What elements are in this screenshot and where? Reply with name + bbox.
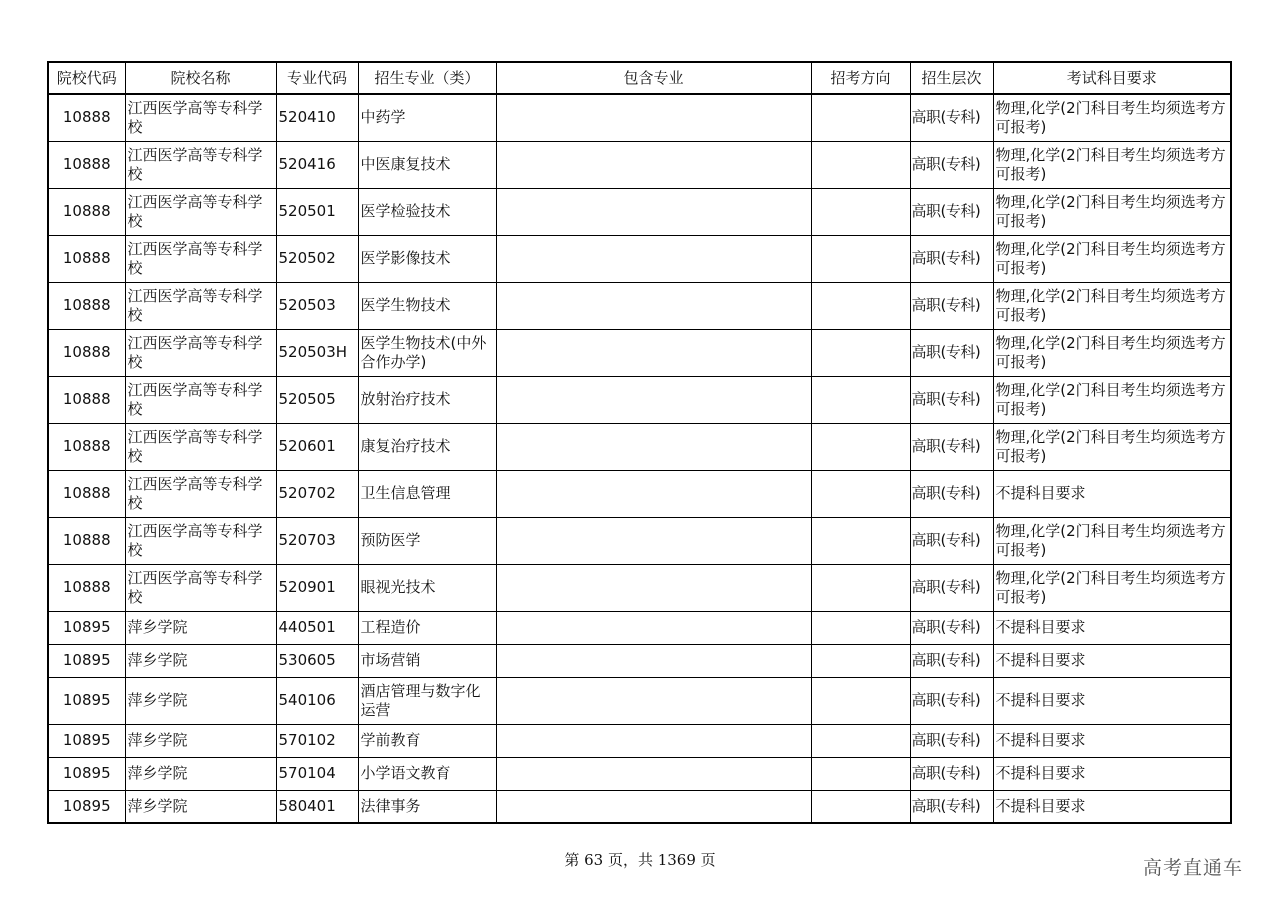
- cell-major-code: 570104: [276, 757, 358, 790]
- cell-school-code: 10895: [48, 677, 125, 724]
- table-row: [48, 470, 1231, 517]
- cell-included-majors: [496, 790, 811, 823]
- cell-major-code: 570102: [276, 724, 358, 757]
- cell-included-majors: [496, 188, 811, 235]
- cell-requirement: 物理,化学(2门科目考生均须选考方可报考): [993, 282, 1231, 329]
- header-requirement: 考试科目要求: [993, 62, 1231, 94]
- header-level: 招生层次: [910, 62, 993, 94]
- cell-level: 高职(专科): [910, 644, 993, 677]
- table-row: [48, 423, 1231, 470]
- header-row: [48, 62, 1231, 94]
- cell-major: 法律事务: [358, 790, 496, 823]
- cell-major-code: 520703: [276, 517, 358, 564]
- cell-school-code: 10888: [48, 517, 125, 564]
- cell-school-name: 江西医学高等专科学校: [125, 141, 276, 188]
- cell-requirement: 物理,化学(2门科目考生均须选考方可报考): [993, 329, 1231, 376]
- cell-major: 学前教育: [358, 724, 496, 757]
- cell-level: 高职(专科): [910, 611, 993, 644]
- cell-school-name: 江西医学高等专科学校: [125, 376, 276, 423]
- cell-included-majors: [496, 282, 811, 329]
- cell-major-code: 520901: [276, 564, 358, 611]
- table-row: [48, 790, 1231, 823]
- cell-requirement: 物理,化学(2门科目考生均须选考方可报考): [993, 94, 1231, 141]
- cell-requirement: 物理,化学(2门科目考生均须选考方可报考): [993, 235, 1231, 282]
- table-row: [48, 94, 1231, 141]
- cell-school-code: 10888: [48, 329, 125, 376]
- cell-included-majors: [496, 470, 811, 517]
- cell-major-code: 520502: [276, 235, 358, 282]
- table-row: [48, 611, 1231, 644]
- cell-school-code: 10895: [48, 611, 125, 644]
- cell-included-majors: [496, 757, 811, 790]
- cell-requirement: 不提科目要求: [993, 611, 1231, 644]
- table-row: [48, 188, 1231, 235]
- cell-direction: [811, 376, 910, 423]
- cell-direction: [811, 677, 910, 724]
- cell-included-majors: [496, 94, 811, 141]
- cell-direction: [811, 564, 910, 611]
- cell-major: 医学生物技术: [358, 282, 496, 329]
- cell-major: 预防医学: [358, 517, 496, 564]
- cell-school-name: 萍乡学院: [125, 644, 276, 677]
- cell-requirement: 不提科目要求: [993, 677, 1231, 724]
- table-row: [48, 376, 1231, 423]
- cell-school-name: 江西医学高等专科学校: [125, 329, 276, 376]
- header-included-majors: 包含专业: [496, 62, 811, 94]
- cell-school-code: 10895: [48, 790, 125, 823]
- cell-major: 医学生物技术(中外合作办学): [358, 329, 496, 376]
- table-row: [48, 564, 1231, 611]
- cell-major: 工程造价: [358, 611, 496, 644]
- cell-major-code: 520501: [276, 188, 358, 235]
- cell-requirement: 物理,化学(2门科目考生均须选考方可报考): [993, 517, 1231, 564]
- cell-requirement: 不提科目要求: [993, 724, 1231, 757]
- cell-school-code: 10888: [48, 188, 125, 235]
- cell-included-majors: [496, 329, 811, 376]
- cell-requirement: 不提科目要求: [993, 470, 1231, 517]
- cell-major-code: 520410: [276, 94, 358, 141]
- table-row: [48, 517, 1231, 564]
- cell-requirement: 物理,化学(2门科目考生均须选考方可报考): [993, 376, 1231, 423]
- admission-table: [47, 61, 1232, 824]
- header-major: 招生专业（类）: [358, 62, 496, 94]
- cell-requirement: 物理,化学(2门科目考生均须选考方可报考): [993, 188, 1231, 235]
- cell-included-majors: [496, 611, 811, 644]
- cell-included-majors: [496, 141, 811, 188]
- cell-requirement: 物理,化学(2门科目考生均须选考方可报考): [993, 423, 1231, 470]
- cell-included-majors: [496, 644, 811, 677]
- cell-school-code: 10888: [48, 470, 125, 517]
- cell-school-name: 江西医学高等专科学校: [125, 188, 276, 235]
- cell-direction: [811, 644, 910, 677]
- cell-school-code: 10888: [48, 282, 125, 329]
- cell-included-majors: [496, 724, 811, 757]
- cell-school-name: 江西医学高等专科学校: [125, 235, 276, 282]
- cell-direction: [811, 757, 910, 790]
- table-row: [48, 677, 1231, 724]
- cell-direction: [811, 724, 910, 757]
- cell-direction: [811, 141, 910, 188]
- cell-school-code: 10895: [48, 644, 125, 677]
- cell-major: 医学影像技术: [358, 235, 496, 282]
- cell-school-code: 10888: [48, 564, 125, 611]
- cell-major-code: 520601: [276, 423, 358, 470]
- cell-direction: [811, 470, 910, 517]
- cell-level: 高职(专科): [910, 564, 993, 611]
- cell-major-code: 580401: [276, 790, 358, 823]
- cell-level: 高职(专科): [910, 141, 993, 188]
- cell-level: 高职(专科): [910, 376, 993, 423]
- table-row: [48, 282, 1231, 329]
- cell-requirement: 不提科目要求: [993, 757, 1231, 790]
- cell-major-code: 440501: [276, 611, 358, 644]
- table-row: [48, 724, 1231, 757]
- header-school-code: 院校代码: [48, 62, 125, 94]
- table-row: [48, 235, 1231, 282]
- cell-major: 中医康复技术: [358, 141, 496, 188]
- cell-school-name: 江西医学高等专科学校: [125, 423, 276, 470]
- cell-major-code: 520505: [276, 376, 358, 423]
- header-major-code: 专业代码: [276, 62, 358, 94]
- cell-requirement: 不提科目要求: [993, 790, 1231, 823]
- cell-major: 放射治疗技术: [358, 376, 496, 423]
- cell-major: 康复治疗技术: [358, 423, 496, 470]
- cell-level: 高职(专科): [910, 724, 993, 757]
- cell-requirement: 不提科目要求: [993, 644, 1231, 677]
- cell-included-majors: [496, 677, 811, 724]
- cell-direction: [811, 423, 910, 470]
- cell-school-name: 萍乡学院: [125, 757, 276, 790]
- cell-school-name: 萍乡学院: [125, 724, 276, 757]
- cell-school-code: 10888: [48, 235, 125, 282]
- cell-level: 高职(专科): [910, 329, 993, 376]
- cell-direction: [811, 94, 910, 141]
- cell-level: 高职(专科): [910, 282, 993, 329]
- cell-included-majors: [496, 376, 811, 423]
- cell-direction: [811, 329, 910, 376]
- cell-level: 高职(专科): [910, 470, 993, 517]
- header-direction: 招考方向: [811, 62, 910, 94]
- cell-direction: [811, 282, 910, 329]
- cell-major: 医学检验技术: [358, 188, 496, 235]
- watermark-text: 高考直通车: [1143, 857, 1244, 879]
- cell-included-majors: [496, 517, 811, 564]
- cell-included-majors: [496, 423, 811, 470]
- cell-school-code: 10888: [48, 141, 125, 188]
- cell-school-name: 江西医学高等专科学校: [125, 94, 276, 141]
- cell-school-name: 江西医学高等专科学校: [125, 517, 276, 564]
- cell-major: 眼视光技术: [358, 564, 496, 611]
- cell-level: 高职(专科): [910, 677, 993, 724]
- cell-direction: [811, 235, 910, 282]
- page-number: 第 63 页，共 1369 页: [564, 851, 716, 869]
- table-row: [48, 329, 1231, 376]
- cell-requirement: 物理,化学(2门科目考生均须选考方可报考): [993, 564, 1231, 611]
- cell-major-code: 530605: [276, 644, 358, 677]
- cell-included-majors: [496, 235, 811, 282]
- cell-level: 高职(专科): [910, 423, 993, 470]
- cell-direction: [811, 517, 910, 564]
- cell-level: 高职(专科): [910, 94, 993, 141]
- header-school-name: 院校名称: [125, 62, 276, 94]
- cell-school-name: 江西医学高等专科学校: [125, 470, 276, 517]
- cell-school-code: 10895: [48, 724, 125, 757]
- cell-level: 高职(专科): [910, 235, 993, 282]
- cell-school-name: 江西医学高等专科学校: [125, 564, 276, 611]
- cell-major: 酒店管理与数字化运营: [358, 677, 496, 724]
- table-row: [48, 757, 1231, 790]
- cell-school-name: 萍乡学院: [125, 790, 276, 823]
- cell-level: 高职(专科): [910, 757, 993, 790]
- cell-major: 小学语文教育: [358, 757, 496, 790]
- table-row: [48, 141, 1231, 188]
- table-row: [48, 644, 1231, 677]
- cell-included-majors: [496, 564, 811, 611]
- cell-major-code: 520416: [276, 141, 358, 188]
- cell-major: 卫生信息管理: [358, 470, 496, 517]
- cell-level: 高职(专科): [910, 517, 993, 564]
- cell-school-code: 10888: [48, 376, 125, 423]
- cell-major-code: 520503: [276, 282, 358, 329]
- cell-school-code: 10888: [48, 94, 125, 141]
- cell-major-code: 520702: [276, 470, 358, 517]
- cell-requirement: 物理,化学(2门科目考生均须选考方可报考): [993, 141, 1231, 188]
- cell-major-code: 540106: [276, 677, 358, 724]
- cell-direction: [811, 611, 910, 644]
- cell-level: 高职(专科): [910, 188, 993, 235]
- cell-major-code: 520503H: [276, 329, 358, 376]
- cell-school-name: 萍乡学院: [125, 611, 276, 644]
- cell-direction: [811, 790, 910, 823]
- cell-school-name: 萍乡学院: [125, 677, 276, 724]
- cell-school-name: 江西医学高等专科学校: [125, 282, 276, 329]
- cell-major: 中药学: [358, 94, 496, 141]
- cell-school-code: 10895: [48, 757, 125, 790]
- cell-level: 高职(专科): [910, 790, 993, 823]
- cell-school-code: 10888: [48, 423, 125, 470]
- cell-major: 市场营销: [358, 644, 496, 677]
- cell-direction: [811, 188, 910, 235]
